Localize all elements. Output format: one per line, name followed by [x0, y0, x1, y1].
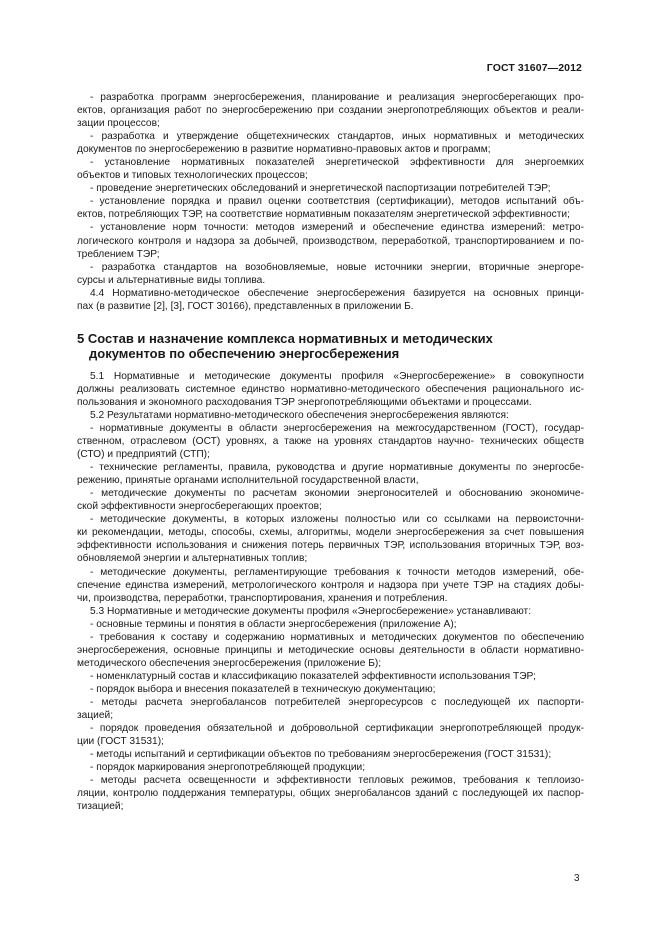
text-line: режению, принятые органами исполнительной государственной власти, [77, 475, 419, 487]
text-line: ляции, контролю поддержания температуры, общих энергобалансов зданий с последующей их паспор- [77, 788, 584, 800]
paragraph [77, 683, 584, 696]
paragraph [77, 195, 584, 221]
paragraph [77, 287, 584, 313]
paragraph [77, 487, 584, 513]
paragraph [77, 409, 584, 422]
paragraph [77, 696, 584, 722]
paragraph [77, 566, 584, 605]
section-heading [77, 331, 584, 362]
text-line: 4.4 Нормативно-методическое обеспечение энергосбережения базируется на основных принци- [90, 287, 584, 299]
text-line: - методы испытаний и сертификации объектов по требованиям энергосбережения (ГОСТ 31531); [90, 749, 552, 761]
text-line: сурсы и альтернативные виды топлива. [77, 274, 266, 286]
paragraph [77, 774, 584, 813]
text-line: - методические документы, в которых изложены полностью или со ссылками на первоисточни- [90, 514, 584, 526]
text-line: зацией; [77, 710, 114, 722]
text-line: тизацией; [77, 801, 124, 813]
text-line: спечение единства измерений, метрологического контроля и надзора при учете ТЭР на стадиях добы- [77, 579, 584, 591]
paragraph [77, 722, 584, 748]
text-line: логического контроля и надзора за добычей, производством, переработкой, транспортированием и по- [77, 235, 584, 247]
document-id-header: ГОСТ 31607—2012 [486, 62, 582, 74]
text-line: обновляемой энергии и альтернативных топлив; [77, 553, 308, 565]
paragraph [77, 513, 584, 565]
paragraph [77, 761, 584, 774]
paragraph [77, 130, 584, 156]
paragraph [77, 461, 584, 487]
text-line: ектов, потребляющих ТЭР, на соответствие нормативным показателям энергетической эффективности; [77, 209, 570, 221]
text-line: ской эффективности энергосберегающих проектов; [77, 501, 322, 513]
text-line: (СТО) и предприятий (СТП); [77, 449, 210, 461]
text-line: пах (в развитие [2], [3], ГОСТ 30166), представленных в приложении Б. [77, 300, 414, 312]
text-line: - требования к составу и содержанию нормативных и методических документов по обеспечению [90, 631, 584, 643]
paragraph [77, 631, 584, 670]
text-line: энергосбережения, основные принципы и методические основы деятельности в области нормативно- [77, 644, 584, 656]
paragraph [77, 748, 584, 761]
text-line: ектов, организация работ по энергосбережению при создании энергопотребляющих объектов и реали- [77, 105, 584, 117]
text-line: - методические документы, регламентирующие требования к точности методов измерений, обе- [90, 566, 584, 578]
paragraph [77, 422, 584, 461]
text-line: - установление норм точности: методов измерений и обеспечение единства измерений: метро- [90, 222, 584, 234]
paragraph [77, 156, 584, 182]
paragraph [77, 618, 584, 631]
text-line: - разработка стандартов на возобновляемые, новые источники энергии, вторичные энергоре- [90, 261, 584, 273]
text-line: - методические документы по расчетам экономии энергоносителей и обоснованию экономиче- [90, 488, 584, 500]
paragraph [77, 182, 584, 195]
text-line: - разработка и утверждение общетехнических стандартов, иных нормативных и методических [90, 131, 584, 143]
text-line: методического обеспечения энергосбережения (приложение Б); [77, 657, 382, 669]
text-line: объектов и типовых технологических процессов; [77, 170, 308, 182]
text-line: ственном, отраслевом (ОСТ) уровнях, а также на уровнях стандартов научно- технических обществ [77, 436, 584, 448]
text-line: документов по энергосбережению в развитие нормативно-правовых актов и программ; [77, 144, 491, 156]
text-line: - основные термины и понятия в области энергосбережения (приложение А); [90, 618, 457, 630]
text-line: - установление нормативных показателей энергетической эффективности для энергоемких [90, 157, 584, 169]
text-line: ки рекомендации, методы, способы, схемы, алгоритмы, модели энергосбережения за счет повышения [77, 527, 584, 539]
text-line: - методы расчета энергобалансов потребителей энергоресурсов с последующей их паспорти- [90, 696, 584, 708]
paragraph [77, 670, 584, 683]
text-line: чи, производства, переработки, транспортирования, хранения и потребления. [77, 592, 448, 604]
text-line: треблением ТЭР; [77, 248, 160, 260]
text-line: 5.3 Нормативные и методические документы профиля «Энергосбережение» устанавливают: [90, 605, 532, 617]
paragraph [77, 370, 584, 409]
text-line: - проведение энергетических обследований и энергетической паспортизации потребителей ТЭР; [90, 183, 551, 195]
document-body [77, 91, 584, 813]
text-line: - порядок проведения обязательной и добровольной сертификации энергопотребляющей продук- [90, 723, 584, 735]
text-line: - методы расчета освещенности и эффективности тепловых режимов, требования к теплоизо- [90, 775, 584, 787]
text-line: - разработка программ энергосбережения, планирование и реализация энергосберегающих про- [90, 92, 584, 103]
paragraph [77, 91, 584, 130]
page-number: 3 [574, 873, 580, 884]
text-line: - установление порядка и правил оценки соответствия (сертификации), методов испытаний объ- [90, 196, 584, 208]
text-line: документов по обеспечению энергосбережения [89, 346, 400, 362]
text-line: - технические регламенты, правила, руководства и другие нормативные документы по энергосбе- [90, 462, 584, 474]
text-line: эффективности использования и снижения потерь первичных ТЭР, использования вторичных ТЭР, воз- [77, 540, 584, 552]
text-line: ции (ГОСТ 31531); [77, 736, 164, 748]
text-line: пользования и экономного расходования ТЭР энергопотребляющими объектами и процессами. [77, 396, 532, 408]
paragraph [77, 261, 584, 287]
text-line: - нормативные документы в области энергосбережения на межгосударственном (ГОСТ), государ- [90, 422, 584, 434]
text-line: - порядок маркирования энергопотребляющей продукции; [90, 762, 366, 774]
text-line: - порядок выбора и внесения показателей в техническую документацию; [90, 683, 436, 695]
paragraph [77, 221, 584, 260]
paragraph [77, 605, 584, 618]
text-line: 5.2 Результатами нормативно-методического обеспечения энергосбережения являются: [90, 409, 509, 421]
text-line: должны реализовать системное единство нормативно-методического обеспечения рационального ис- [77, 383, 584, 395]
text-line: 5 Состав и назначение комплекса нормативных и методических [77, 330, 493, 346]
text-line: - номенклатурный состав и классификацию показателей эффективности использования ТЭР; [90, 670, 536, 682]
text-line: 5.1 Нормативные и методические документы профиля «Энергосбережение» в совокупности [90, 370, 584, 382]
text-line: зации процессов; [77, 118, 160, 130]
